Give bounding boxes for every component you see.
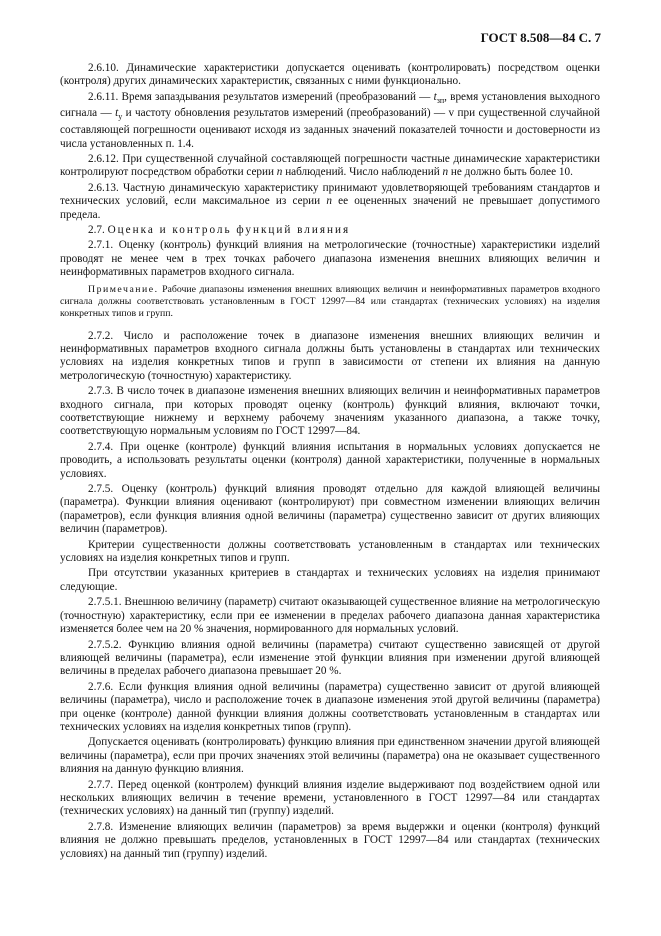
paragraph-2-7-8: 2.7.8. Изменение влияющих величин (параметров) за время выдержки и оценки (контроля) функций влияния не должно превышать пределов, установленных в ГОСТ 12997—84 или стандартах (технических условиях) на данный тип (группу) изделий.: [60, 820, 600, 860]
section-heading-2-7: 2.7. Оценка и контроль функций влияния: [88, 223, 351, 236]
paragraph-2-7-2: 2.7.2. Число и расположение точек в диапазоне изменения внешних влияющих величин и неинформативных параметров входного сигнала должны быть установлены в стандартах или технических условиях на изделия конкретных типов и групп в зависимости от степени их влияния на данную метрологическую (точностную) характеристику.: [60, 329, 600, 382]
paragraph-2-6-13: 2.6.13. Частную динамическую характеристику принимают удовлетворяющей требованиям стандартов и технических условий, если максимальное из серии n ее оцененных значений не превышает допустимого предела.: [60, 181, 600, 221]
paragraph-2-7-1: 2.7.1. Оценку (контроль) функций влияния на метрологические (точностные) характеристики изделий проводят не менее чем в трех точках рабочего диапазона изменения внешних влияющих величин и неинформативных параметров входного сигнала.: [60, 239, 600, 279]
paragraph-2-6-10: 2.6.10. Динамические характеристики допускается оценивать (контролировать) посредством оценки (контроля) других динамических характеристик, связанных с ними функционально.: [60, 62, 600, 88]
paragraph-criteria: Критерии существенности должны соответствовать установленным в стандартах или технических условиях на изделия конкретных типов и групп.: [60, 538, 600, 565]
page-header: ГОСТ 8.508—84 С. 7: [480, 30, 601, 45]
paragraph-permitted: Допускается оценивать (контролировать) функцию влияния при единственном значении другой влияющей величины (параметра), если при прочих значениях этой величины (параметра) она не оказывает существенного влияния на данную функцию влияния.: [60, 736, 600, 776]
document-body: [60, 62, 600, 863]
paragraph-2-6-11: 2.6.11. Время запаздывания результатов измерений (преобразований — $t_{зп}$, время установления выходного сигнала — $t_у$ и частоту обновления результатов измерений (преобразований) — v при существенной случайной составляющей погрешности оценивают исходя из заданных значений показателей точности и достоверности из числа установленных п. 1.4.: [60, 90, 600, 150]
paragraph-2-7-5-2: 2.7.5.2. Функцию влияния одной величины (параметра) считают существенно зависящей от другой влияющей величины (параметра), если изменение этой функции влияния при изменении другой влияющей величины в пределах рабочего диапазона превышает 20 %.: [60, 638, 600, 678]
paragraph-2-7-7: 2.7.7. Перед оценкой (контролем) функций влияния изделие выдерживают под воздействием одной или нескольких влияющих величин в течение времени, установленного в ГОСТ 12997—84 или стандартах (технических условиях) на данный тип (группу) изделий.: [60, 778, 600, 818]
paragraph-2-7-5: 2.7.5. Оценку (контроль) функций влияния проводят отдельно для каждой влияющей величины (параметра). Функции влияния оценивают (контролируют) при совместном изменении влияющих величин (параметров), если функция влияния одной величины (параметра) существенно зависит от других влияющих величин (параметров).: [60, 483, 600, 536]
paragraph-2-6-12: 2.6.12. При существенной случайной составляющей погрешности частные динамические характеристики контролируют посредством обработки серии n наблюдений. Число наблюдений n не должно быть более 10.: [60, 152, 600, 179]
paragraph-2-7-4: 2.7.4. При оценке (контроле) функций влияния испытания в нормальных условиях допускается не проводить, а использовать результаты оценки (контроля) данной характеристики, полученные в нормальных условиях.: [60, 440, 600, 480]
paragraph-absence: При отсутствии указанных критериев в стандартах и технических условиях на изделия принимают следующие.: [60, 567, 600, 593]
paragraph-2-7-5-1: 2.7.5.1. Внешнюю величину (параметр) считают оказывающей существенное влияние на метрологическую (точностную) характеристику, если при ее изменении в пределах рабочего диапазона данная характеристика изменяется более чем на 20 % значения, нормированного для нормальных условий.: [60, 596, 600, 636]
note: Примечание. Рабочие диапазоны изменения внешних влияющих величин и неинформативных параметров входного сигнала должны соответствовать установленным в ГОСТ 12997—84 или стандартах (технических условиях) на изделия конкретных типов и групп.: [60, 283, 600, 319]
paragraph-2-7-6: 2.7.6. Если функция влияния одной величины (параметра) существенно зависит от другой влияющей величины (параметра), число и расположение точек в диапазоне изменения этой другой величины (параметра) при оценке (контроле) данной функции влияния должны соответствовать установленным в стандартах или технических условиях на изделия конкретных типов (групп).: [60, 680, 600, 733]
note-label: Примечание.: [88, 283, 159, 295]
paragraph-2-7-3: 2.7.3. В число точек в диапазоне изменения внешних влияющих величин и неинформативных параметров входного сигнала, при которых проводят оценку (контроль) функций влияния, включают точки, соответствующие нижнему и верхнему рабочему значениям указанного диапазона, а также точку, соответствующую нормальным условиям по ГОСТ 12997—84.: [60, 385, 600, 438]
